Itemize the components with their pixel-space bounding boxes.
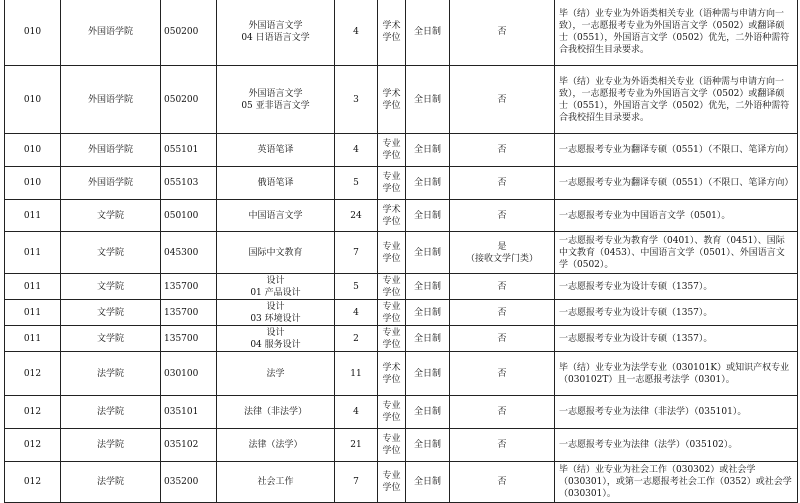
count-cell bbox=[335, 300, 378, 326]
degree-type: 学术学位 bbox=[382, 88, 401, 111]
major-direction: 01 产品设计 bbox=[250, 287, 301, 298]
degree-type: 专业学位 bbox=[382, 275, 401, 298]
major-name: 法律（非法学） bbox=[243, 407, 307, 417]
requirement-cell bbox=[555, 66, 798, 134]
table-row bbox=[5, 396, 798, 429]
requirement-text: 一志愿报考专业为中国语言文学（0501）。 bbox=[559, 210, 731, 221]
college-code-cell bbox=[5, 200, 61, 232]
requirement-cell bbox=[555, 326, 798, 352]
college-code: 012 bbox=[23, 368, 42, 379]
major-cell bbox=[217, 66, 335, 134]
college-code-cell bbox=[5, 429, 61, 462]
count-cell bbox=[335, 274, 378, 300]
major-code: 135700 bbox=[164, 333, 199, 344]
enroll-count: 7 bbox=[353, 477, 359, 487]
study-mode: 全日制 bbox=[413, 333, 441, 344]
accepts-cross: 否 bbox=[497, 477, 507, 487]
college-code: 012 bbox=[23, 477, 42, 487]
college-cell bbox=[61, 326, 161, 352]
enroll-count: 4 bbox=[353, 145, 359, 155]
college-cell bbox=[61, 462, 161, 503]
degree-cell bbox=[378, 0, 406, 66]
cross-cell bbox=[450, 134, 555, 167]
degree-cell bbox=[378, 232, 406, 274]
requirement-text: 一志愿报考专业为设计专硕（1357）。 bbox=[559, 333, 713, 344]
cross-cell bbox=[450, 352, 555, 396]
count-cell bbox=[335, 134, 378, 167]
accepts-cross: 否 bbox=[497, 27, 507, 37]
degree-type: 学术学位 bbox=[382, 204, 401, 227]
major-direction: 05 亚非语言文学 bbox=[241, 100, 310, 111]
requirement-text: 一志愿报考专业为设计专硕（1357）。 bbox=[559, 307, 713, 318]
requirement-cell bbox=[555, 300, 798, 326]
cross-cell bbox=[450, 232, 555, 274]
degree-cell bbox=[378, 429, 406, 462]
accepts-cross: 否 bbox=[497, 281, 507, 292]
degree-type: 专业学位 bbox=[382, 471, 401, 493]
major-direction: 04 服务设计 bbox=[250, 339, 301, 350]
college-name: 文学院 bbox=[96, 247, 124, 258]
table-row bbox=[5, 274, 798, 300]
major-code: 035102 bbox=[164, 440, 199, 450]
mode-cell bbox=[406, 352, 450, 396]
college-code: 011 bbox=[23, 307, 42, 318]
degree-cell bbox=[378, 352, 406, 396]
major-name: 国际中文教育 bbox=[248, 247, 303, 258]
cross-cell bbox=[450, 0, 555, 66]
major-name: 俄语笔译 bbox=[257, 178, 294, 188]
accepts-cross: 否 bbox=[497, 94, 507, 105]
table-body bbox=[5, 0, 798, 503]
table-row bbox=[5, 352, 798, 396]
major-code-cell bbox=[161, 429, 217, 462]
college-cell bbox=[61, 167, 161, 200]
major-cell bbox=[217, 0, 335, 66]
college-code-cell bbox=[5, 396, 61, 429]
college-code-cell bbox=[5, 300, 61, 326]
table-row bbox=[5, 200, 798, 232]
study-mode: 全日制 bbox=[413, 27, 441, 37]
major-direction: 04 日语语言文学 bbox=[241, 33, 310, 43]
major-code: 135700 bbox=[164, 281, 199, 292]
major-code: 055103 bbox=[164, 178, 199, 188]
requirement-cell bbox=[555, 0, 798, 66]
accepts-cross: 是 bbox=[497, 241, 507, 252]
cross-cell bbox=[450, 326, 555, 352]
cross-cell bbox=[450, 200, 555, 232]
enroll-count: 3 bbox=[353, 94, 359, 105]
requirement-text: 一志愿报考专业为法律（法学）（035102）。 bbox=[559, 440, 738, 450]
college-code: 010 bbox=[23, 145, 42, 155]
college-name: 法学院 bbox=[96, 477, 124, 487]
accepts-cross-note: （接收文学门类） bbox=[465, 253, 538, 264]
mode-cell bbox=[406, 462, 450, 503]
college-code-cell bbox=[5, 0, 61, 66]
major-cell bbox=[217, 167, 335, 200]
accepts-cross: 否 bbox=[497, 145, 507, 155]
college-name: 法学院 bbox=[96, 368, 124, 379]
enroll-count: 4 bbox=[353, 27, 359, 37]
college-cell bbox=[61, 352, 161, 396]
table-row bbox=[5, 0, 798, 66]
mode-cell bbox=[406, 167, 450, 200]
requirement-cell bbox=[555, 232, 798, 274]
college-name: 文学院 bbox=[96, 307, 124, 318]
accepts-cross: 否 bbox=[497, 368, 507, 379]
table-row bbox=[5, 300, 798, 326]
mode-cell bbox=[406, 326, 450, 352]
major-code-cell bbox=[161, 0, 217, 66]
college-code: 011 bbox=[23, 281, 42, 292]
college-code-cell bbox=[5, 462, 61, 503]
requirement-cell bbox=[555, 274, 798, 300]
enroll-count: 2 bbox=[353, 333, 359, 344]
degree-type: 专业学位 bbox=[382, 172, 401, 194]
college-code-cell bbox=[5, 326, 61, 352]
mode-cell bbox=[406, 66, 450, 134]
major-code-cell bbox=[161, 300, 217, 326]
major-code: 035101 bbox=[164, 407, 199, 417]
study-mode: 全日制 bbox=[413, 440, 441, 450]
count-cell bbox=[335, 462, 378, 503]
major-cell bbox=[217, 134, 335, 167]
count-cell bbox=[335, 200, 378, 232]
college-code: 011 bbox=[23, 247, 42, 258]
degree-cell bbox=[378, 66, 406, 134]
major-code-cell bbox=[161, 274, 217, 300]
table-row bbox=[5, 232, 798, 274]
degree-cell bbox=[378, 274, 406, 300]
table-row bbox=[5, 134, 798, 167]
requirement-text: 一志愿报考专业为法律（非法学）（035101）。 bbox=[559, 407, 747, 417]
accepts-cross: 否 bbox=[497, 407, 507, 417]
degree-cell bbox=[378, 326, 406, 352]
college-cell bbox=[61, 274, 161, 300]
mode-cell bbox=[406, 0, 450, 66]
degree-cell bbox=[378, 200, 406, 232]
major-code: 030100 bbox=[164, 368, 199, 379]
accepts-cross: 否 bbox=[497, 307, 507, 318]
study-mode: 全日制 bbox=[413, 407, 441, 417]
major-name: 外国语言文学 bbox=[248, 21, 303, 31]
major-code: 050200 bbox=[164, 94, 199, 105]
college-name: 文学院 bbox=[96, 281, 124, 292]
degree-cell bbox=[378, 462, 406, 503]
college-code: 010 bbox=[23, 94, 42, 105]
major-code: 135700 bbox=[164, 307, 199, 318]
major-code-cell bbox=[161, 462, 217, 503]
major-cell bbox=[217, 462, 335, 503]
mode-cell bbox=[406, 134, 450, 167]
major-direction: 03 环境设计 bbox=[250, 313, 301, 324]
degree-type: 学术学位 bbox=[382, 21, 401, 43]
requirement-text: 一志愿报考专业为翻译专硕（0551）（不限口、笔译方向） bbox=[559, 145, 794, 155]
college-cell bbox=[61, 66, 161, 134]
degree-type: 专业学位 bbox=[382, 401, 401, 423]
enroll-count: 4 bbox=[353, 307, 359, 318]
requirement-cell bbox=[555, 200, 798, 232]
major-name: 法学 bbox=[266, 368, 285, 379]
college-code: 012 bbox=[23, 440, 42, 450]
college-name: 外国语学院 bbox=[87, 145, 133, 155]
college-cell bbox=[61, 300, 161, 326]
major-code-cell bbox=[161, 396, 217, 429]
major-cell bbox=[217, 429, 335, 462]
major-name: 外国语言文学 bbox=[248, 88, 303, 99]
requirement-cell bbox=[555, 429, 798, 462]
college-code: 010 bbox=[23, 178, 42, 188]
accepts-cross: 否 bbox=[497, 178, 507, 188]
count-cell bbox=[335, 396, 378, 429]
college-code: 010 bbox=[23, 27, 42, 37]
cross-cell bbox=[450, 274, 555, 300]
admissions-table bbox=[4, 0, 798, 503]
enroll-count: 11 bbox=[350, 368, 362, 379]
major-code: 050100 bbox=[164, 210, 199, 221]
cross-cell bbox=[450, 167, 555, 200]
mode-cell bbox=[406, 200, 450, 232]
major-name: 设计 bbox=[266, 327, 285, 338]
college-code: 011 bbox=[23, 333, 42, 344]
cross-cell bbox=[450, 66, 555, 134]
major-code-cell bbox=[161, 352, 217, 396]
cross-cell bbox=[450, 462, 555, 503]
accepts-cross: 否 bbox=[497, 440, 507, 450]
requirement-text: 毕（结）业专业为法学专业（030101K）或知识产权专业（030102T）且一志愿报考法学（0301）。 bbox=[559, 362, 790, 385]
mode-cell bbox=[406, 232, 450, 274]
study-mode: 全日制 bbox=[413, 307, 441, 318]
mode-cell bbox=[406, 274, 450, 300]
requirement-text: 一志愿报考专业为教育学（0401）、教育（0451）、国际中文教育（0453）、中国语言文学（0501）、外国语言文学（0502）。 bbox=[559, 235, 785, 270]
major-name: 设计 bbox=[266, 275, 285, 286]
major-name: 法律（法学） bbox=[248, 440, 303, 450]
enroll-count: 5 bbox=[353, 178, 359, 188]
table-row bbox=[5, 462, 798, 503]
college-code-cell bbox=[5, 167, 61, 200]
major-cell bbox=[217, 352, 335, 396]
college-name: 法学院 bbox=[96, 407, 124, 417]
degree-type: 学术学位 bbox=[382, 362, 401, 385]
college-code: 011 bbox=[23, 210, 42, 221]
degree-cell bbox=[378, 300, 406, 326]
study-mode: 全日制 bbox=[413, 145, 441, 155]
college-code-cell bbox=[5, 274, 61, 300]
major-name: 设计 bbox=[266, 301, 285, 312]
requirement-text: 毕（结）业专业为社会工作（030302）或社会学（030301），或第一志愿报考社会工作（0352）或社会学（030301）。 bbox=[559, 465, 792, 499]
count-cell bbox=[335, 352, 378, 396]
degree-cell bbox=[378, 396, 406, 429]
major-code: 050200 bbox=[164, 27, 199, 37]
count-cell bbox=[335, 326, 378, 352]
mode-cell bbox=[406, 396, 450, 429]
major-code-cell bbox=[161, 232, 217, 274]
major-code-cell bbox=[161, 134, 217, 167]
mode-cell bbox=[406, 429, 450, 462]
enroll-count: 7 bbox=[353, 247, 359, 258]
major-cell bbox=[217, 396, 335, 429]
major-name: 英语笔译 bbox=[257, 145, 294, 155]
table-row bbox=[5, 167, 798, 200]
major-code-cell bbox=[161, 326, 217, 352]
college-code-cell bbox=[5, 66, 61, 134]
major-cell bbox=[217, 274, 335, 300]
requirement-cell bbox=[555, 134, 798, 167]
college-cell bbox=[61, 232, 161, 274]
degree-type: 专业学位 bbox=[382, 139, 401, 161]
enroll-count: 5 bbox=[353, 281, 359, 292]
college-name: 外国语学院 bbox=[87, 94, 133, 105]
degree-cell bbox=[378, 134, 406, 167]
requirement-text: 毕（结）业专业为外语类相关专业（语种需与申请方向一致），一志愿报考专业为外国语言文学（0502）或翻译硕士（0551），外国语言文学（0502）优先，二外语种需符合我校招生目录要求。 bbox=[559, 9, 790, 55]
college-name: 外国语学院 bbox=[87, 27, 133, 37]
requirement-text: 一志愿报考专业为设计专硕（1357）。 bbox=[559, 281, 713, 292]
table-row bbox=[5, 429, 798, 462]
degree-type: 专业学位 bbox=[382, 301, 401, 324]
major-code-cell bbox=[161, 66, 217, 134]
major-code-cell bbox=[161, 167, 217, 200]
study-mode: 全日制 bbox=[413, 94, 441, 105]
college-code-cell bbox=[5, 232, 61, 274]
major-code: 045300 bbox=[164, 247, 199, 258]
table-row bbox=[5, 326, 798, 352]
degree-type: 专业学位 bbox=[382, 327, 401, 350]
count-cell bbox=[335, 429, 378, 462]
major-cell bbox=[217, 232, 335, 274]
requirement-text: 一志愿报考专业为翻译专硕（0551）（不限口、笔译方向） bbox=[559, 178, 794, 188]
college-name: 外国语学院 bbox=[87, 178, 133, 188]
requirement-text: 毕（结）业专业为外语类相关专业（语种需与申请方向一致），一志愿报考专业为外国语言文学（0502）或翻译硕士（0551），外国语言文学（0502）优先，二外语种需符合我校招生目录要求。 bbox=[559, 76, 790, 123]
study-mode: 全日制 bbox=[413, 247, 441, 258]
accepts-cross: 否 bbox=[497, 210, 507, 221]
college-cell bbox=[61, 200, 161, 232]
requirement-cell bbox=[555, 167, 798, 200]
major-name: 社会工作 bbox=[257, 477, 294, 487]
study-mode: 全日制 bbox=[413, 210, 441, 221]
enroll-count: 21 bbox=[350, 440, 362, 450]
requirement-cell bbox=[555, 396, 798, 429]
count-cell bbox=[335, 0, 378, 66]
count-cell bbox=[335, 66, 378, 134]
major-name: 中国语言文学 bbox=[248, 210, 303, 221]
college-name: 法学院 bbox=[96, 440, 124, 450]
college-name: 文学院 bbox=[96, 333, 124, 344]
count-cell bbox=[335, 167, 378, 200]
major-cell bbox=[217, 326, 335, 352]
cross-cell bbox=[450, 396, 555, 429]
requirement-cell bbox=[555, 462, 798, 503]
college-name: 文学院 bbox=[96, 210, 124, 221]
accepts-cross: 否 bbox=[497, 333, 507, 344]
table-row bbox=[5, 66, 798, 134]
count-cell bbox=[335, 232, 378, 274]
degree-type: 专业学位 bbox=[382, 434, 401, 456]
mode-cell bbox=[406, 300, 450, 326]
major-code: 055101 bbox=[164, 145, 199, 155]
degree-type: 专业学位 bbox=[382, 241, 401, 264]
major-cell bbox=[217, 300, 335, 326]
enroll-count: 4 bbox=[353, 407, 359, 417]
study-mode: 全日制 bbox=[413, 178, 441, 188]
college-code-cell bbox=[5, 134, 61, 167]
enroll-count: 24 bbox=[350, 210, 362, 221]
degree-cell bbox=[378, 167, 406, 200]
major-code: 035200 bbox=[164, 477, 199, 487]
college-cell bbox=[61, 396, 161, 429]
college-code: 012 bbox=[23, 407, 42, 417]
requirement-cell bbox=[555, 352, 798, 396]
major-cell bbox=[217, 200, 335, 232]
college-cell bbox=[61, 134, 161, 167]
study-mode: 全日制 bbox=[413, 281, 441, 292]
college-code-cell bbox=[5, 352, 61, 396]
cross-cell bbox=[450, 429, 555, 462]
major-code-cell bbox=[161, 200, 217, 232]
study-mode: 全日制 bbox=[413, 477, 441, 487]
cross-cell bbox=[450, 300, 555, 326]
college-cell bbox=[61, 0, 161, 66]
study-mode: 全日制 bbox=[413, 368, 441, 379]
college-cell bbox=[61, 429, 161, 462]
